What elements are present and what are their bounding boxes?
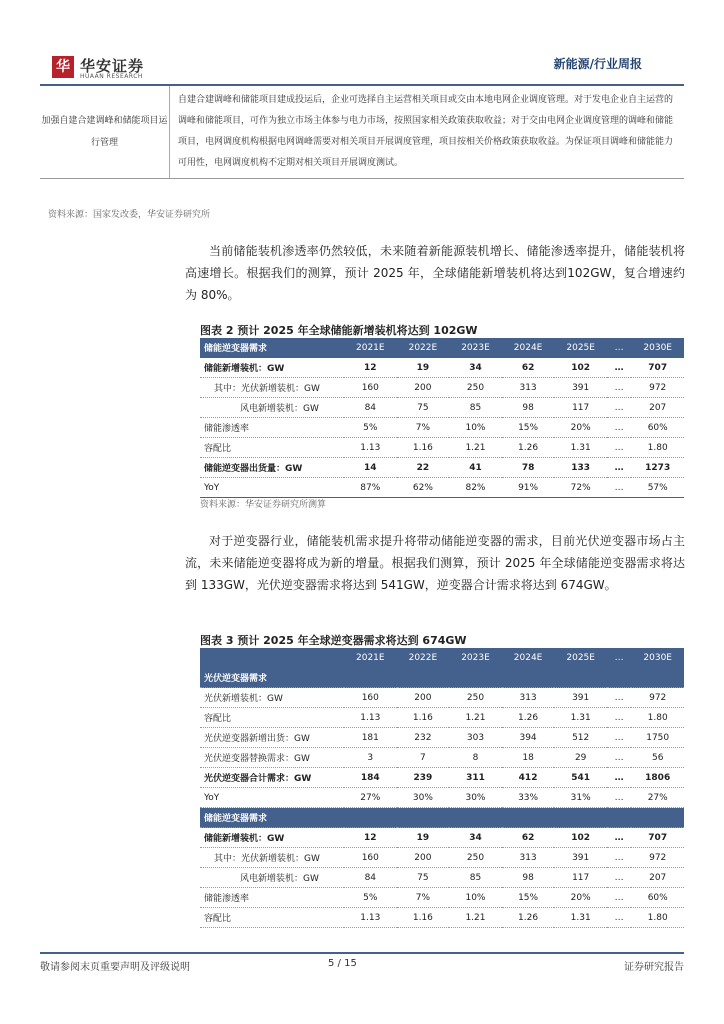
value-cell: 15%	[502, 418, 555, 438]
table-row	[200, 828, 684, 848]
value-cell: 1.21	[449, 438, 502, 458]
value-cell: 12	[344, 828, 397, 848]
source-note-1: 资料来源：国家发改委，华安证券研究所	[48, 210, 211, 220]
value-cell: 200	[397, 688, 450, 708]
value-cell: 160	[344, 378, 397, 398]
value-cell: 1.13	[344, 708, 397, 728]
value-cell: 1.80	[631, 438, 684, 458]
header-label-cell: 储能逆变器需求	[200, 338, 344, 358]
value-cell: 181	[344, 728, 397, 748]
value-cell: …	[607, 828, 631, 848]
value-cell: 1.80	[631, 908, 684, 928]
value-cell: 62	[502, 358, 555, 378]
value-cell: 10%	[449, 418, 502, 438]
value-cell: 707	[631, 358, 684, 378]
value-cell: 133	[554, 458, 607, 478]
value-cell: 1.31	[554, 908, 607, 928]
table-row	[200, 908, 684, 928]
section-header-row	[200, 808, 684, 828]
value-cell: 117	[554, 868, 607, 888]
value-cell: 1.16	[397, 908, 450, 928]
year-header-cell: 2021E	[344, 338, 397, 358]
table-row	[200, 728, 684, 748]
header-label-cell	[200, 648, 344, 668]
value-cell: 12	[344, 358, 397, 378]
value-cell: 30%	[397, 788, 450, 808]
value-cell: 87%	[344, 478, 397, 498]
value-cell: 1750	[631, 728, 684, 748]
value-cell: …	[607, 708, 631, 728]
row-label-cell: YoY	[200, 478, 344, 498]
table-row	[200, 708, 684, 728]
company-name-en: HUAAN RESEARCH	[80, 73, 143, 80]
table2-source: 资料来源：华安证券研究所测算	[200, 500, 327, 510]
table-row	[200, 418, 684, 438]
value-cell: …	[607, 848, 631, 868]
value-cell: 62%	[397, 478, 450, 498]
value-cell: …	[607, 908, 631, 928]
report-type: 新能源/行业周报	[553, 57, 642, 71]
value-cell: 160	[344, 688, 397, 708]
year-header-cell: 2025E	[554, 338, 607, 358]
row-label-cell: 储能渗透率	[200, 418, 344, 438]
table-row	[200, 788, 684, 808]
value-cell: 1.21	[449, 708, 502, 728]
value-cell: …	[607, 868, 631, 888]
table-row	[200, 688, 684, 708]
value-cell: 75	[397, 398, 450, 418]
value-cell: …	[607, 888, 631, 908]
value-cell: 512	[554, 728, 607, 748]
value-cell: 117	[554, 398, 607, 418]
value-cell: 19	[397, 358, 450, 378]
year-header-cell: 2030E	[631, 648, 684, 668]
value-cell: 250	[449, 848, 502, 868]
value-cell: 20%	[554, 418, 607, 438]
value-cell: 7%	[397, 888, 450, 908]
row-label-cell: 光伏逆变器新增出货：GW	[200, 728, 344, 748]
value-cell: 1.13	[344, 438, 397, 458]
table2-caption: 图表 2 预计 2025 年全球储能新增装机将达到 102GW	[200, 324, 478, 337]
value-cell: 7%	[397, 418, 450, 438]
table-row	[200, 398, 684, 418]
value-cell: 56	[631, 748, 684, 768]
value-cell: 391	[554, 688, 607, 708]
value-cell: 72%	[554, 478, 607, 498]
value-cell: …	[607, 728, 631, 748]
value-cell: …	[607, 768, 631, 788]
value-cell: 972	[631, 378, 684, 398]
value-cell: 82%	[449, 478, 502, 498]
table-row	[200, 888, 684, 908]
value-cell: 391	[554, 848, 607, 868]
value-cell: 98	[502, 398, 555, 418]
value-cell: 1.31	[554, 438, 607, 458]
row-label-cell: 风电新增装机：GW	[200, 868, 344, 888]
value-cell: …	[607, 688, 631, 708]
row-label-cell: 光伏逆变器合计需求：GW	[200, 768, 344, 788]
value-cell: 1.80	[631, 708, 684, 728]
value-cell: …	[607, 418, 631, 438]
value-cell: 1273	[631, 458, 684, 478]
value-cell: 102	[554, 828, 607, 848]
section-title: 储能逆变器需求	[200, 808, 684, 828]
policy-label: 加强自建合建调峰和储能项目运行管理	[40, 86, 170, 179]
value-cell: 34	[449, 828, 502, 848]
table-row	[200, 378, 684, 398]
value-cell: 10%	[449, 888, 502, 908]
row-label-cell: 风电新增装机：GW	[200, 398, 344, 418]
value-cell: 1806	[631, 768, 684, 788]
value-cell: 57%	[631, 478, 684, 498]
year-header-cell: 2024E	[502, 338, 555, 358]
value-cell: 972	[631, 848, 684, 868]
row-label-cell: 其中：光伏新增装机：GW	[200, 848, 344, 868]
company-logo-icon: 华	[52, 56, 74, 78]
value-cell: 29	[554, 748, 607, 768]
year-header-cell: 2030E	[631, 338, 684, 358]
value-cell: 33%	[502, 788, 555, 808]
value-cell: …	[607, 358, 631, 378]
value-cell: 62	[502, 828, 555, 848]
year-header-cell: 2022E	[397, 648, 450, 668]
company-name: 华安证券	[80, 57, 145, 75]
value-cell: 1.13	[344, 908, 397, 928]
value-cell: 30%	[449, 788, 502, 808]
value-cell: 85	[449, 868, 502, 888]
year-header-cell: 2025E	[554, 648, 607, 668]
row-label-cell: 容配比	[200, 438, 344, 458]
value-cell: 391	[554, 378, 607, 398]
year-header-cell: …	[607, 648, 631, 668]
table-row	[200, 438, 684, 458]
value-cell: 18	[502, 748, 555, 768]
value-cell: …	[607, 398, 631, 418]
value-cell: 1.16	[397, 438, 450, 458]
value-cell: 313	[502, 378, 555, 398]
year-header-cell: 2022E	[397, 338, 450, 358]
value-cell: 27%	[631, 788, 684, 808]
value-cell: …	[607, 748, 631, 768]
value-cell: 5%	[344, 418, 397, 438]
value-cell: 60%	[631, 888, 684, 908]
table-row	[200, 848, 684, 868]
value-cell: 232	[397, 728, 450, 748]
table-row	[200, 868, 684, 888]
footer-divider	[40, 952, 684, 954]
value-cell: 14	[344, 458, 397, 478]
policy-row	[40, 86, 684, 179]
value-cell: 707	[631, 828, 684, 848]
value-cell: 1.21	[449, 908, 502, 928]
row-label-cell: YoY	[200, 788, 344, 808]
table-row	[200, 478, 684, 498]
value-cell: 75	[397, 868, 450, 888]
value-cell: 303	[449, 728, 502, 748]
value-cell: 78	[502, 458, 555, 478]
value-cell: 184	[344, 768, 397, 788]
value-cell: 98	[502, 868, 555, 888]
value-cell: …	[607, 478, 631, 498]
table3	[200, 648, 684, 928]
value-cell: …	[607, 458, 631, 478]
value-cell: 7	[397, 748, 450, 768]
value-cell: 22	[397, 458, 450, 478]
value-cell: 239	[397, 768, 450, 788]
value-cell: 102	[554, 358, 607, 378]
value-cell: 1.26	[502, 438, 555, 458]
value-cell: …	[607, 438, 631, 458]
row-label-cell: 光伏新增装机：GW	[200, 688, 344, 708]
value-cell: 200	[397, 378, 450, 398]
table-row	[200, 458, 684, 478]
value-cell: 972	[631, 688, 684, 708]
value-cell: 91%	[502, 478, 555, 498]
section-header-row	[200, 668, 684, 688]
table3-caption: 图表 3 预计 2025 年全球逆变器需求将达到 674GW	[200, 634, 467, 647]
value-cell: 15%	[502, 888, 555, 908]
value-cell: 34	[449, 358, 502, 378]
value-cell: 3	[344, 748, 397, 768]
row-label-cell: 光伏逆变器替换需求：GW	[200, 748, 344, 768]
value-cell: …	[607, 378, 631, 398]
value-cell: 207	[631, 398, 684, 418]
value-cell: 1.16	[397, 708, 450, 728]
value-cell: 541	[554, 768, 607, 788]
value-cell: 20%	[554, 888, 607, 908]
year-header-cell: 2023E	[449, 648, 502, 668]
table-row	[200, 358, 684, 378]
policy-table	[40, 86, 684, 179]
value-cell: 250	[449, 378, 502, 398]
value-cell: …	[607, 788, 631, 808]
year-header-cell: 2023E	[449, 338, 502, 358]
value-cell: 311	[449, 768, 502, 788]
footer-report-label: 证券研究报告	[624, 962, 684, 973]
row-label-cell: 储能逆变器出货量：GW	[200, 458, 344, 478]
value-cell: 60%	[631, 418, 684, 438]
body-paragraph-1: 当前储能装机渗透率仍然较低，未来随着新能源装机增长、储能渗透率提升，储能装机将高速增长。根据我们的测算，预计 2025 年，全球储能新增装机将达到102GW，复合增速约为 80%。	[185, 244, 685, 302]
row-label-cell: 储能新增装机：GW	[200, 358, 344, 378]
value-cell: 85	[449, 398, 502, 418]
value-cell: 313	[502, 688, 555, 708]
value-cell: 5%	[344, 888, 397, 908]
table-row	[200, 748, 684, 768]
value-cell: 200	[397, 848, 450, 868]
value-cell: 1.31	[554, 708, 607, 728]
value-cell: 1.26	[502, 908, 555, 928]
value-cell: 250	[449, 688, 502, 708]
value-cell: 27%	[344, 788, 397, 808]
value-cell: 84	[344, 868, 397, 888]
value-cell: 207	[631, 868, 684, 888]
table2	[200, 338, 684, 498]
row-label-cell: 储能渗透率	[200, 888, 344, 908]
row-label-cell: 容配比	[200, 908, 344, 928]
table2-header	[200, 338, 684, 358]
section-title: 光伏逆变器需求	[200, 668, 684, 688]
value-cell: 31%	[554, 788, 607, 808]
value-cell: 313	[502, 848, 555, 868]
value-cell: 412	[502, 768, 555, 788]
footer-disclaimer: 敬请参阅末页重要声明及评级说明	[40, 962, 190, 973]
table-row	[200, 768, 684, 788]
row-label-cell: 其中：光伏新增装机：GW	[200, 378, 344, 398]
page-number: 5 / 15	[328, 958, 357, 969]
year-header-cell: 2024E	[502, 648, 555, 668]
value-cell: 394	[502, 728, 555, 748]
table3-header	[200, 648, 684, 668]
value-cell: 1.26	[502, 708, 555, 728]
year-header-cell: 2021E	[344, 648, 397, 668]
year-header-cell: …	[607, 338, 631, 358]
row-label-cell: 容配比	[200, 708, 344, 728]
value-cell: 8	[449, 748, 502, 768]
value-cell: 160	[344, 848, 397, 868]
policy-content: 自建合建调峰和储能项目建成投运后，企业可选择自主运营相关项目或交由本地电网企业调度管理。对于发电企业自主运营的调峰和储能项目，可作为独立市场主体参与电力市场，按照国家相关政策获取收益；对于交由电网企业调度管理的调峰和储能项目，电网调度机构根据电网调峰需要对相关项目开展调度管理，项目按相关价格政策获取收益。为保证项目调峰和储能能力可用性，电网调度机构不定期对相关项目开展调度测试。	[170, 86, 685, 179]
value-cell: 19	[397, 828, 450, 848]
row-label-cell: 储能新增装机：GW	[200, 828, 344, 848]
value-cell: 41	[449, 458, 502, 478]
value-cell: 84	[344, 398, 397, 418]
body-paragraph-2: 对于逆变器行业，储能装机需求提升将带动储能逆变器的需求，目前光伏逆变器市场占主流，未来储能逆变器将成为新的增量。根据我们测算，预计 2025 年全球储能逆变器需求将达到 133GW，光伏逆变器需求将达到 541GW，逆变器合计需求将达到 674GW。	[185, 534, 685, 592]
page-header	[0, 0, 724, 80]
